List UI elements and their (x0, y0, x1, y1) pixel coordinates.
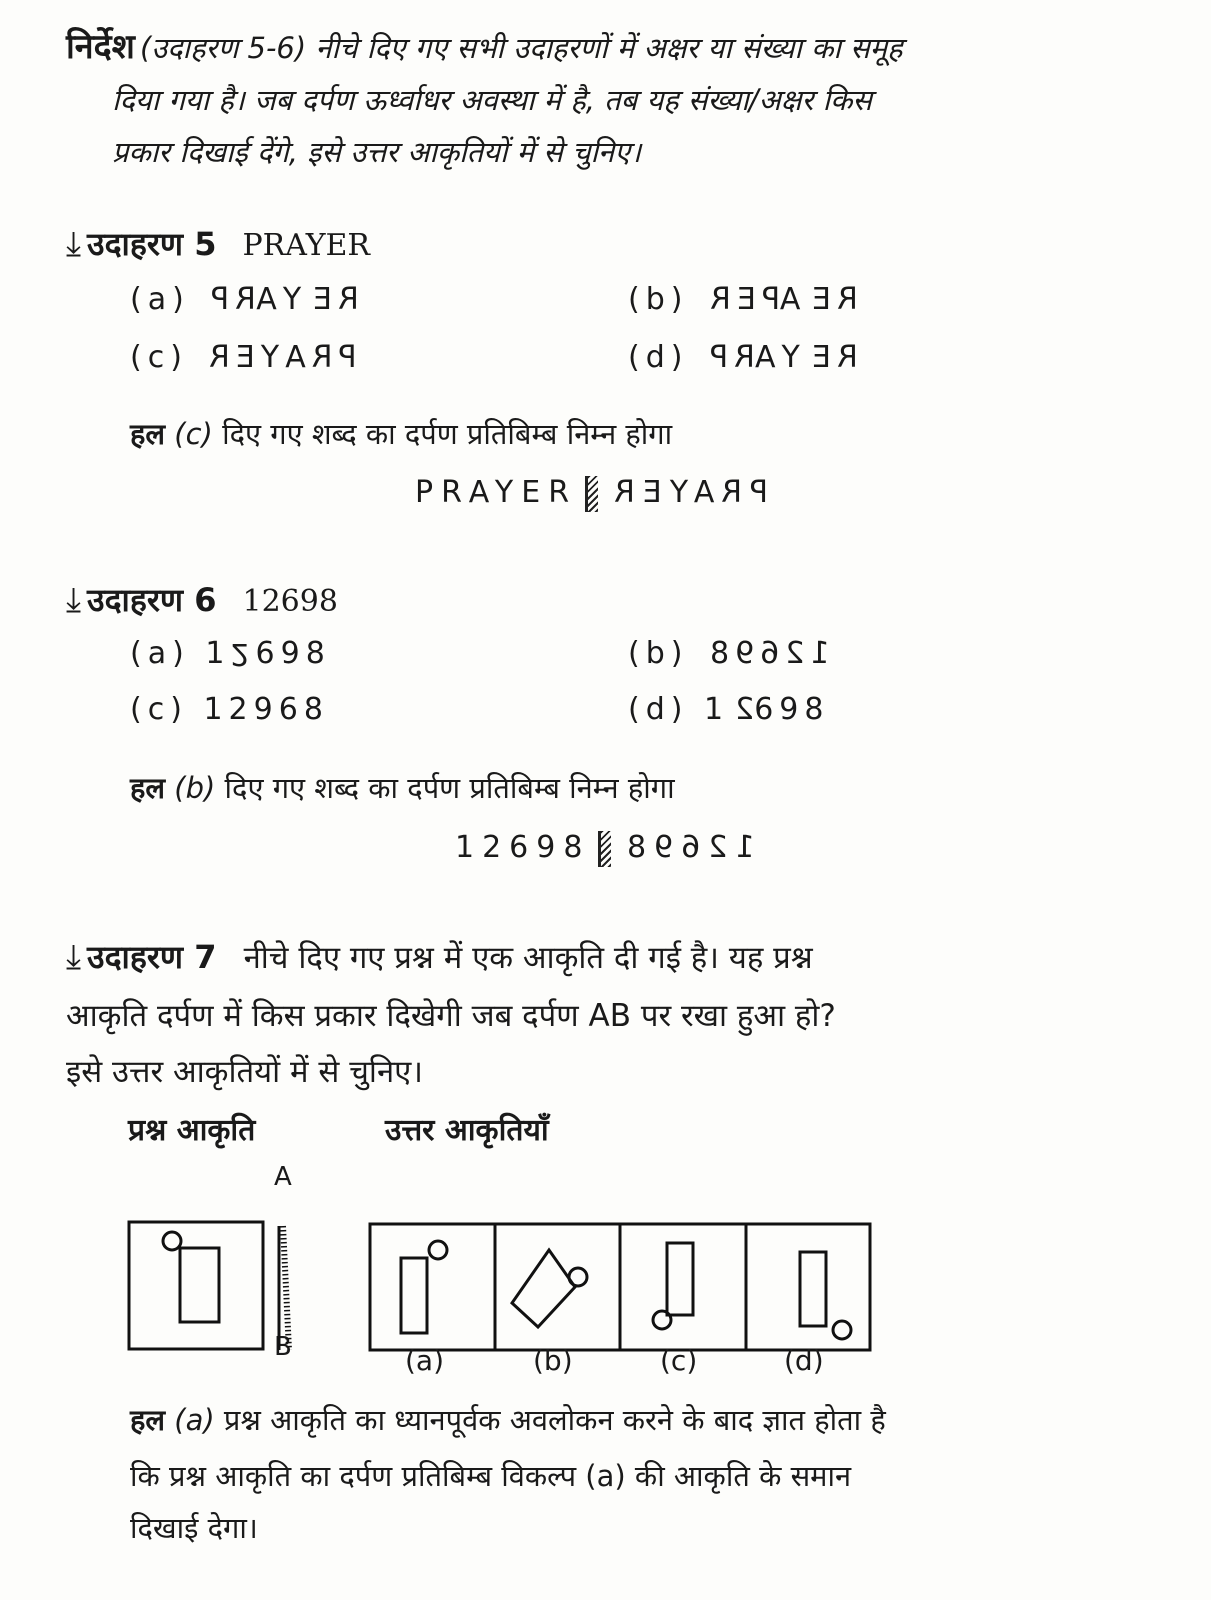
solution: हल (b) दिए गए शब्द का दर्पण प्रतिबिम्ब निम्न होगा (130, 771, 675, 805)
figure-label-a: (a) (405, 1344, 445, 1377)
answer-figure-c (653, 1243, 693, 1329)
option-char: R (728, 340, 755, 375)
directive-line: (उदाहरण 5-6) नीचे दिए गए सभी उदाहरणों में अक्षर या संख्या का समूह (139, 31, 903, 65)
question-line: इसे उत्तर आकृतियों में से चुनिए। (66, 1054, 424, 1090)
option-char: E (307, 282, 333, 317)
option-char: E (230, 340, 256, 375)
option-char: 1 (203, 692, 229, 727)
option-char: 1 (804, 636, 830, 671)
option-char: R (704, 282, 731, 317)
solution: हल (c) दिए गए शब्द का दर्पण प्रतिबिम्ब निम्न होगा (130, 417, 673, 451)
figure-label-c: (c) (660, 1344, 698, 1377)
solution: हल (a) प्रश्न आकृति का ध्यानपूर्वक अवलोकन करने के बाद ज्ञात होता है (130, 1403, 886, 1437)
mirror-ab (279, 1226, 289, 1350)
example-title: उदाहरण 7 (87, 938, 217, 976)
option-char: 1 (704, 692, 730, 727)
option-char: E (730, 282, 756, 317)
option-char: A (256, 282, 283, 317)
mirror-label-b: B (274, 1332, 292, 1362)
option-char: 2 (230, 636, 256, 671)
directive-line: प्रकार दिखाई देंगे, इसे उत्तर आकृतियों में से चुनिए। (112, 135, 642, 169)
download-arrow-icon: ⤓ (66, 937, 82, 977)
option-c: (c) 12968 (130, 692, 329, 727)
option-char: 6 (754, 636, 780, 671)
question-figure-label: प्रश्न आकृति (128, 1113, 256, 1148)
option-char: 8 (704, 636, 730, 671)
option-char: 6 (255, 636, 281, 671)
option-d: (d) 12698 (628, 692, 830, 727)
option-char: P (205, 282, 230, 317)
mirror-image-demo: 12698 12698 (455, 830, 755, 865)
option-char: A (279, 340, 307, 375)
option-char: R (332, 282, 359, 317)
example-7-heading: ⤓ उदाहरण 7 नीचे दिए गए प्रश्न में एक आकृति दी गई है। यह प्रश्न (66, 937, 813, 977)
solution-line: दिखाई देगा। (130, 1511, 258, 1545)
option-char: 2 (729, 692, 755, 727)
option-char: P (333, 340, 358, 375)
example-word: 12698 (242, 584, 338, 619)
option-b: (b) 12698 (628, 636, 830, 671)
option-char: R (830, 340, 858, 375)
answer-figure-b (512, 1250, 587, 1327)
option-char: 9 (253, 692, 279, 727)
option-char: P (704, 340, 729, 375)
option-char: 9 (729, 636, 755, 671)
mirror-label-a: A (274, 1162, 292, 1192)
option-char: R (203, 340, 231, 375)
option-char: R (306, 340, 333, 375)
answer-figures (370, 1224, 870, 1350)
example-title: उदाहरण 5 (87, 225, 217, 263)
example-title: उदाहरण 6 (87, 581, 217, 619)
option-a: (a) PRAYER (130, 282, 359, 317)
option-d: (d) PRAYER (628, 340, 858, 375)
option-char: Y (282, 282, 308, 317)
mirror-image-demo: PRAYER PRAYER (415, 475, 769, 510)
solution-line: कि प्रश्न आकृति का दर्पण प्रतिबिम्ब विकल्प (a) की आकृति के समान (130, 1459, 852, 1493)
question-line: आकृति दर्पण में किस प्रकार दिखेगी जब दर्पण AB पर रखा हुआ हो? (66, 998, 836, 1034)
option-char: 6 (278, 692, 304, 727)
download-arrow-icon: ⤓ (66, 580, 82, 620)
option-char: R (229, 282, 257, 317)
answer-figure-a (401, 1241, 447, 1333)
option-char: A (779, 282, 807, 317)
example-word: PRAYER (242, 228, 370, 263)
directive-line: दिया गया है। जब दर्पण ऊर्ध्वाधर अवस्था में है, तब यह संख्या/अक्षर किस (112, 83, 872, 117)
option-char: Y (255, 340, 280, 375)
option-char: Y (781, 340, 806, 375)
option-char: 9 (280, 636, 306, 671)
option-c: (c) PRAYER (130, 340, 358, 375)
answer-figures-label: उत्तर आकृतियाँ (385, 1113, 549, 1148)
option-b: (b) REPAER (628, 282, 859, 317)
option-char: 8 (305, 636, 331, 671)
option-char: A (754, 340, 782, 375)
option-char: R (831, 282, 859, 317)
option-char: 8 (804, 692, 830, 727)
figure-label-b: (b) (533, 1344, 573, 1377)
option-char: E (806, 282, 832, 317)
figure-label-d: (d) (784, 1344, 824, 1377)
download-arrow-icon: ⤓ (66, 224, 82, 264)
option-a: (a) 12698 (130, 636, 331, 671)
option-char: E (805, 340, 831, 375)
answer-figure-d (800, 1252, 851, 1339)
option-char: P (755, 282, 780, 317)
option-char: 6 (754, 692, 780, 727)
directive-label: निर्देश (66, 27, 135, 67)
question-figure (129, 1222, 263, 1349)
option-char: 2 (228, 692, 254, 727)
option-char: 1 (205, 636, 231, 671)
option-char: 8 (303, 692, 329, 727)
option-char: 2 (779, 636, 805, 671)
option-char: 9 (779, 692, 805, 727)
